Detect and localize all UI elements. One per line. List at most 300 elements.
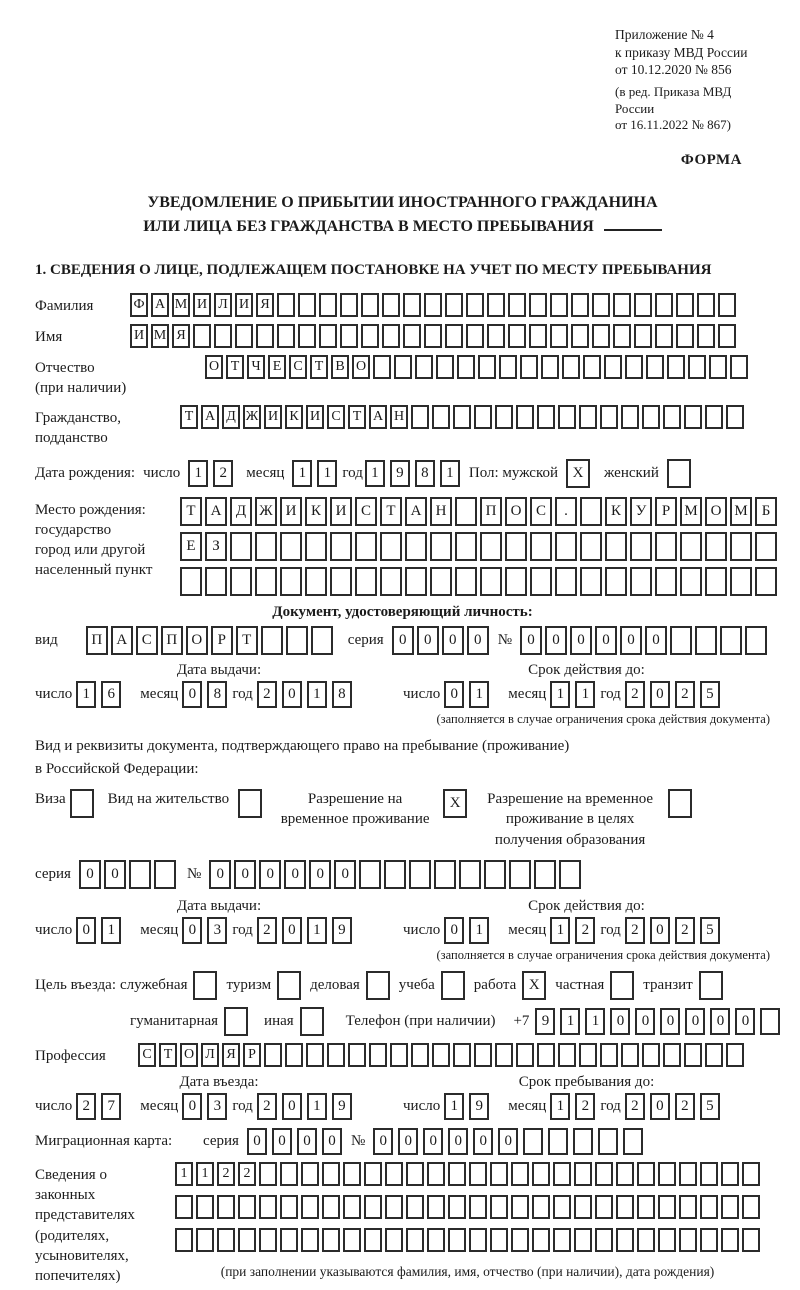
char-cell[interactable]: [562, 355, 580, 379]
female-checkbox[interactable]: [667, 459, 691, 488]
char-cell[interactable]: О: [352, 355, 370, 379]
char-cell[interactable]: [255, 567, 277, 596]
char-cell[interactable]: [625, 355, 643, 379]
char-cell[interactable]: [305, 567, 327, 596]
char-cell[interactable]: 8: [415, 460, 435, 487]
char-cell[interactable]: [457, 355, 475, 379]
char-cell[interactable]: Ф: [130, 293, 148, 317]
char-cell[interactable]: [301, 1228, 319, 1252]
char-cell[interactable]: [235, 324, 253, 348]
char-cell[interactable]: 0: [79, 860, 101, 889]
char-cell[interactable]: [403, 324, 421, 348]
char-cell[interactable]: А: [405, 497, 427, 526]
char-cell[interactable]: А: [111, 626, 133, 655]
char-cell[interactable]: [406, 1195, 424, 1219]
char-cell[interactable]: [580, 567, 602, 596]
char-cell[interactable]: [261, 626, 283, 655]
char-cell[interactable]: И: [330, 497, 352, 526]
char-cell[interactable]: [180, 567, 202, 596]
char-cell[interactable]: [592, 324, 610, 348]
char-cell[interactable]: 0: [570, 626, 592, 655]
char-cell[interactable]: К: [305, 497, 327, 526]
char-cell[interactable]: [721, 1195, 739, 1219]
char-cell[interactable]: [286, 626, 308, 655]
residence-permit-checkbox[interactable]: [238, 789, 262, 818]
char-cell[interactable]: 1: [575, 681, 595, 708]
char-cell[interactable]: .: [555, 497, 577, 526]
char-cell[interactable]: [432, 1043, 450, 1067]
char-cell[interactable]: З: [205, 532, 227, 561]
char-cell[interactable]: [319, 293, 337, 317]
char-cell[interactable]: [280, 1228, 298, 1252]
char-cell[interactable]: 3: [207, 917, 227, 944]
char-cell[interactable]: О: [180, 1043, 198, 1067]
char-cell[interactable]: [217, 1195, 235, 1219]
char-cell[interactable]: [655, 324, 673, 348]
char-cell[interactable]: А: [205, 497, 227, 526]
char-cell[interactable]: [484, 860, 506, 889]
char-cell[interactable]: [490, 1228, 508, 1252]
char-cell[interactable]: [667, 355, 685, 379]
char-cell[interactable]: [277, 324, 295, 348]
char-cell[interactable]: [598, 1128, 618, 1155]
char-cell[interactable]: 0: [417, 626, 439, 655]
char-cell[interactable]: [285, 1043, 303, 1067]
char-cell[interactable]: [730, 355, 748, 379]
char-cell[interactable]: Н: [390, 405, 408, 429]
char-cell[interactable]: 0: [392, 626, 414, 655]
char-cell[interactable]: [405, 532, 427, 561]
char-cell[interactable]: [230, 532, 252, 561]
char-cell[interactable]: Р: [243, 1043, 261, 1067]
char-cell[interactable]: [676, 324, 694, 348]
char-cell[interactable]: [405, 567, 427, 596]
char-cell[interactable]: [530, 567, 552, 596]
char-cell[interactable]: [655, 567, 677, 596]
char-cell[interactable]: [663, 405, 681, 429]
char-cell[interactable]: 9: [332, 917, 352, 944]
char-cell[interactable]: 0: [284, 860, 306, 889]
char-cell[interactable]: Я: [172, 324, 190, 348]
char-cell[interactable]: [280, 567, 302, 596]
char-cell[interactable]: 0: [104, 860, 126, 889]
char-cell[interactable]: С: [136, 626, 158, 655]
char-cell[interactable]: [555, 532, 577, 561]
char-cell[interactable]: А: [201, 405, 219, 429]
char-cell[interactable]: [621, 1043, 639, 1067]
char-cell[interactable]: [574, 1162, 592, 1186]
char-cell[interactable]: [487, 293, 505, 317]
char-cell[interactable]: О: [505, 497, 527, 526]
char-cell[interactable]: [487, 324, 505, 348]
char-cell[interactable]: [490, 1195, 508, 1219]
char-cell[interactable]: [453, 1043, 471, 1067]
char-cell[interactable]: [642, 1043, 660, 1067]
char-cell[interactable]: [322, 1162, 340, 1186]
char-cell[interactable]: [755, 532, 777, 561]
char-cell[interactable]: 9: [535, 1008, 555, 1035]
char-cell[interactable]: 0: [660, 1008, 680, 1035]
char-cell[interactable]: [322, 1195, 340, 1219]
char-cell[interactable]: П: [161, 626, 183, 655]
char-cell[interactable]: [637, 1228, 655, 1252]
char-cell[interactable]: [469, 1162, 487, 1186]
char-cell[interactable]: О: [205, 355, 223, 379]
char-cell[interactable]: [616, 1228, 634, 1252]
char-cell[interactable]: 0: [620, 626, 642, 655]
char-cell[interactable]: [721, 1228, 739, 1252]
char-cell[interactable]: 0: [467, 626, 489, 655]
char-cell[interactable]: 1: [175, 1162, 193, 1186]
char-cell[interactable]: 0: [282, 681, 302, 708]
char-cell[interactable]: [511, 1195, 529, 1219]
char-cell[interactable]: [364, 1195, 382, 1219]
char-cell[interactable]: [434, 860, 456, 889]
char-cell[interactable]: [474, 1043, 492, 1067]
char-cell[interactable]: М: [172, 293, 190, 317]
char-cell[interactable]: [256, 324, 274, 348]
char-cell[interactable]: [455, 497, 477, 526]
char-cell[interactable]: Ж: [255, 497, 277, 526]
char-cell[interactable]: [573, 1128, 593, 1155]
char-cell[interactable]: [474, 405, 492, 429]
char-cell[interactable]: Я: [222, 1043, 240, 1067]
char-cell[interactable]: [432, 405, 450, 429]
char-cell[interactable]: [508, 324, 526, 348]
char-cell[interactable]: 0: [373, 1128, 393, 1155]
char-cell[interactable]: [455, 567, 477, 596]
char-cell[interactable]: 0: [650, 681, 670, 708]
char-cell[interactable]: 0: [209, 860, 231, 889]
char-cell[interactable]: У: [630, 497, 652, 526]
char-cell[interactable]: [655, 293, 673, 317]
char-cell[interactable]: 0: [182, 1093, 202, 1120]
char-cell[interactable]: [415, 355, 433, 379]
char-cell[interactable]: С: [138, 1043, 156, 1067]
char-cell[interactable]: [355, 567, 377, 596]
char-cell[interactable]: [532, 1228, 550, 1252]
char-cell[interactable]: [516, 405, 534, 429]
char-cell[interactable]: [555, 567, 577, 596]
char-cell[interactable]: [680, 567, 702, 596]
char-cell[interactable]: [427, 1228, 445, 1252]
char-cell[interactable]: [453, 405, 471, 429]
char-cell[interactable]: 3: [207, 1093, 227, 1120]
char-cell[interactable]: 1: [188, 460, 208, 487]
char-cell[interactable]: [175, 1228, 193, 1252]
char-cell[interactable]: 1: [292, 460, 312, 487]
char-cell[interactable]: [634, 293, 652, 317]
char-cell[interactable]: С: [355, 497, 377, 526]
char-cell[interactable]: [301, 1195, 319, 1219]
char-cell[interactable]: [684, 1043, 702, 1067]
char-cell[interactable]: [623, 1128, 643, 1155]
char-cell[interactable]: Л: [214, 293, 232, 317]
char-cell[interactable]: [520, 355, 538, 379]
char-cell[interactable]: [680, 532, 702, 561]
char-cell[interactable]: 1: [76, 681, 96, 708]
char-cell[interactable]: [553, 1195, 571, 1219]
char-cell[interactable]: 0: [635, 1008, 655, 1035]
char-cell[interactable]: [595, 1162, 613, 1186]
char-cell[interactable]: [558, 405, 576, 429]
char-cell[interactable]: [280, 1195, 298, 1219]
char-cell[interactable]: [311, 626, 333, 655]
char-cell[interactable]: О: [186, 626, 208, 655]
char-cell[interactable]: [469, 1195, 487, 1219]
transit-checkbox[interactable]: [699, 971, 723, 1000]
char-cell[interactable]: [604, 355, 622, 379]
char-cell[interactable]: А: [151, 293, 169, 317]
char-cell[interactable]: [380, 567, 402, 596]
char-cell[interactable]: [574, 1195, 592, 1219]
char-cell[interactable]: 2: [238, 1162, 256, 1186]
char-cell[interactable]: 0: [423, 1128, 443, 1155]
char-cell[interactable]: [448, 1195, 466, 1219]
char-cell[interactable]: И: [306, 405, 324, 429]
char-cell[interactable]: 1: [469, 917, 489, 944]
char-cell[interactable]: 2: [213, 460, 233, 487]
char-cell[interactable]: [301, 1162, 319, 1186]
char-cell[interactable]: [230, 567, 252, 596]
char-cell[interactable]: [742, 1162, 760, 1186]
char-cell[interactable]: [523, 1128, 543, 1155]
char-cell[interactable]: [595, 1195, 613, 1219]
char-cell[interactable]: [670, 626, 692, 655]
char-cell[interactable]: [348, 1043, 366, 1067]
char-cell[interactable]: Л: [201, 1043, 219, 1067]
char-cell[interactable]: [411, 405, 429, 429]
char-cell[interactable]: 0: [610, 1008, 630, 1035]
char-cell[interactable]: [264, 1043, 282, 1067]
char-cell[interactable]: 5: [700, 1093, 720, 1120]
char-cell[interactable]: [505, 567, 527, 596]
char-cell[interactable]: [548, 1128, 568, 1155]
char-cell[interactable]: [193, 324, 211, 348]
char-cell[interactable]: [630, 532, 652, 561]
char-cell[interactable]: [403, 293, 421, 317]
char-cell[interactable]: 1: [101, 917, 121, 944]
char-cell[interactable]: [541, 355, 559, 379]
char-cell[interactable]: [238, 1228, 256, 1252]
char-cell[interactable]: [530, 532, 552, 561]
char-cell[interactable]: С: [530, 497, 552, 526]
char-cell[interactable]: [630, 567, 652, 596]
char-cell[interactable]: [580, 497, 602, 526]
char-cell[interactable]: [529, 324, 547, 348]
char-cell[interactable]: [364, 1162, 382, 1186]
char-cell[interactable]: 1: [560, 1008, 580, 1035]
char-cell[interactable]: 1: [444, 1093, 464, 1120]
char-cell[interactable]: [369, 1043, 387, 1067]
char-cell[interactable]: [684, 405, 702, 429]
char-cell[interactable]: [445, 324, 463, 348]
char-cell[interactable]: [745, 626, 767, 655]
char-cell[interactable]: [490, 1162, 508, 1186]
char-cell[interactable]: [382, 324, 400, 348]
char-cell[interactable]: [553, 1228, 571, 1252]
char-cell[interactable]: 2: [575, 917, 595, 944]
char-cell[interactable]: [605, 567, 627, 596]
private-checkbox[interactable]: [610, 971, 634, 1000]
char-cell[interactable]: 0: [182, 681, 202, 708]
char-cell[interactable]: [537, 1043, 555, 1067]
char-cell[interactable]: Т: [380, 497, 402, 526]
char-cell[interactable]: 2: [257, 1093, 277, 1120]
char-cell[interactable]: М: [680, 497, 702, 526]
char-cell[interactable]: [196, 1195, 214, 1219]
char-cell[interactable]: [466, 293, 484, 317]
study-checkbox[interactable]: [441, 971, 465, 1000]
char-cell[interactable]: Н: [430, 497, 452, 526]
business-checkbox[interactable]: [366, 971, 390, 1000]
char-cell[interactable]: [430, 567, 452, 596]
char-cell[interactable]: 0: [282, 917, 302, 944]
char-cell[interactable]: И: [264, 405, 282, 429]
char-cell[interactable]: О: [705, 497, 727, 526]
char-cell[interactable]: [480, 532, 502, 561]
char-cell[interactable]: 0: [247, 1128, 267, 1155]
char-cell[interactable]: С: [289, 355, 307, 379]
char-cell[interactable]: 0: [182, 917, 202, 944]
char-cell[interactable]: 0: [398, 1128, 418, 1155]
char-cell[interactable]: [505, 532, 527, 561]
char-cell[interactable]: [385, 1195, 403, 1219]
char-cell[interactable]: [214, 324, 232, 348]
char-cell[interactable]: [579, 405, 597, 429]
char-cell[interactable]: [550, 324, 568, 348]
char-cell[interactable]: 1: [307, 681, 327, 708]
char-cell[interactable]: [327, 1043, 345, 1067]
char-cell[interactable]: [600, 1043, 618, 1067]
char-cell[interactable]: [406, 1162, 424, 1186]
char-cell[interactable]: 0: [448, 1128, 468, 1155]
char-cell[interactable]: 8: [207, 681, 227, 708]
char-cell[interactable]: [574, 1228, 592, 1252]
char-cell[interactable]: 1: [196, 1162, 214, 1186]
char-cell[interactable]: [355, 532, 377, 561]
char-cell[interactable]: Ж: [243, 405, 261, 429]
char-cell[interactable]: [720, 626, 742, 655]
char-cell[interactable]: [705, 1043, 723, 1067]
char-cell[interactable]: 0: [685, 1008, 705, 1035]
char-cell[interactable]: И: [280, 497, 302, 526]
char-cell[interactable]: Ч: [247, 355, 265, 379]
char-cell[interactable]: [658, 1195, 676, 1219]
char-cell[interactable]: 0: [444, 681, 464, 708]
char-cell[interactable]: [427, 1195, 445, 1219]
char-cell[interactable]: [726, 405, 744, 429]
char-cell[interactable]: 1: [365, 460, 385, 487]
char-cell[interactable]: [306, 1043, 324, 1067]
char-cell[interactable]: [380, 532, 402, 561]
char-cell[interactable]: 0: [498, 1128, 518, 1155]
char-cell[interactable]: [558, 1043, 576, 1067]
char-cell[interactable]: [511, 1162, 529, 1186]
char-cell[interactable]: [592, 293, 610, 317]
char-cell[interactable]: [277, 293, 295, 317]
char-cell[interactable]: [616, 1162, 634, 1186]
temp-residence-education-checkbox[interactable]: [668, 789, 692, 818]
char-cell[interactable]: [382, 293, 400, 317]
char-cell[interactable]: [298, 324, 316, 348]
char-cell[interactable]: [385, 1228, 403, 1252]
char-cell[interactable]: 9: [332, 1093, 352, 1120]
char-cell[interactable]: [700, 1162, 718, 1186]
char-cell[interactable]: [709, 355, 727, 379]
char-cell[interactable]: А: [369, 405, 387, 429]
char-cell[interactable]: [364, 1228, 382, 1252]
work-checkbox[interactable]: X: [522, 971, 546, 1000]
char-cell[interactable]: 0: [735, 1008, 755, 1035]
char-cell[interactable]: [384, 860, 406, 889]
char-cell[interactable]: [343, 1228, 361, 1252]
char-cell[interactable]: [571, 293, 589, 317]
char-cell[interactable]: [613, 293, 631, 317]
char-cell[interactable]: 0: [645, 626, 667, 655]
char-cell[interactable]: 1: [307, 917, 327, 944]
char-cell[interactable]: [495, 405, 513, 429]
char-cell[interactable]: [700, 1228, 718, 1252]
char-cell[interactable]: [516, 1043, 534, 1067]
char-cell[interactable]: [695, 626, 717, 655]
char-cell[interactable]: 5: [700, 681, 720, 708]
other-checkbox[interactable]: [300, 1007, 324, 1036]
char-cell[interactable]: [424, 293, 442, 317]
char-cell[interactable]: [705, 532, 727, 561]
char-cell[interactable]: 0: [520, 626, 542, 655]
char-cell[interactable]: [330, 567, 352, 596]
char-cell[interactable]: С: [327, 405, 345, 429]
char-cell[interactable]: [511, 1228, 529, 1252]
char-cell[interactable]: [406, 1228, 424, 1252]
char-cell[interactable]: 1: [550, 681, 570, 708]
char-cell[interactable]: 0: [272, 1128, 292, 1155]
char-cell[interactable]: 2: [625, 681, 645, 708]
char-cell[interactable]: 9: [390, 460, 410, 487]
char-cell[interactable]: Т: [348, 405, 366, 429]
char-cell[interactable]: 0: [297, 1128, 317, 1155]
char-cell[interactable]: [448, 1162, 466, 1186]
char-cell[interactable]: [721, 1162, 739, 1186]
char-cell[interactable]: [455, 532, 477, 561]
char-cell[interactable]: 0: [444, 917, 464, 944]
char-cell[interactable]: П: [86, 626, 108, 655]
char-cell[interactable]: [478, 355, 496, 379]
char-cell[interactable]: [259, 1228, 277, 1252]
char-cell[interactable]: [697, 293, 715, 317]
char-cell[interactable]: [280, 1162, 298, 1186]
char-cell[interactable]: [217, 1228, 235, 1252]
char-cell[interactable]: [600, 405, 618, 429]
char-cell[interactable]: [385, 1162, 403, 1186]
char-cell[interactable]: И: [235, 293, 253, 317]
visa-checkbox[interactable]: [70, 789, 94, 818]
char-cell[interactable]: 1: [440, 460, 460, 487]
char-cell[interactable]: [154, 860, 176, 889]
char-cell[interactable]: [655, 532, 677, 561]
char-cell[interactable]: [705, 567, 727, 596]
char-cell[interactable]: Т: [159, 1043, 177, 1067]
char-cell[interactable]: [480, 567, 502, 596]
char-cell[interactable]: [676, 293, 694, 317]
char-cell[interactable]: Т: [180, 405, 198, 429]
char-cell[interactable]: М: [151, 324, 169, 348]
char-cell[interactable]: [730, 567, 752, 596]
char-cell[interactable]: [532, 1195, 550, 1219]
char-cell[interactable]: 2: [625, 917, 645, 944]
char-cell[interactable]: Д: [222, 405, 240, 429]
